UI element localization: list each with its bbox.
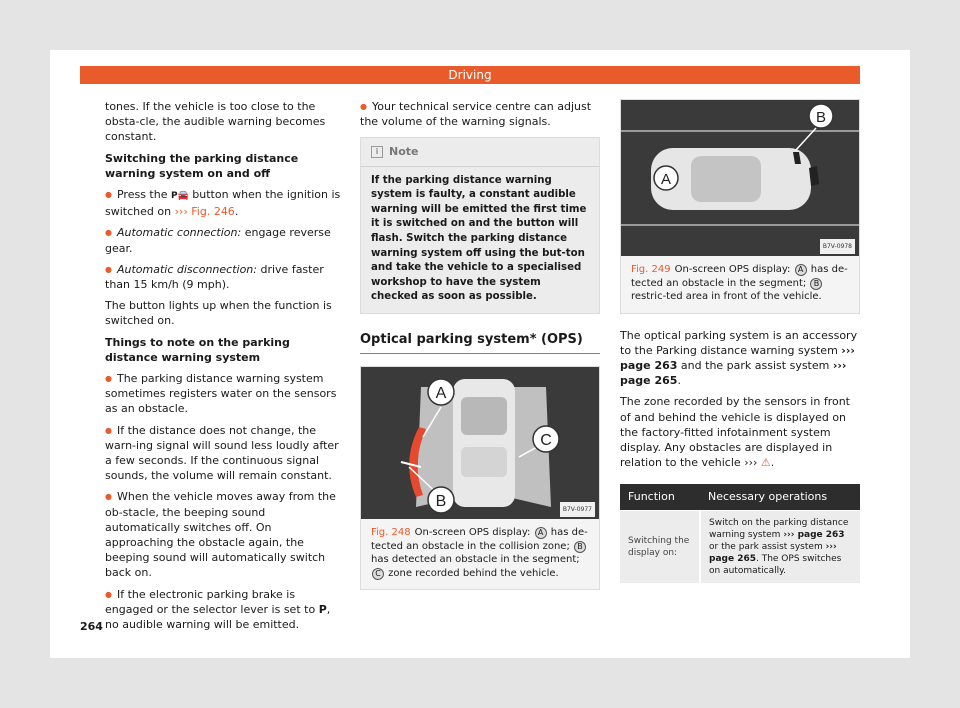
page-number: 264 [80,620,103,633]
ops-front-image [621,100,859,256]
warning-icon[interactable]: ⚠ [760,456,771,470]
intro-text: tones. If the vehicle is too close to the obsta-cle, the audible warning becomes constant. [105,100,326,144]
bullet-distance: ● If the distance does not change, the warn-ing signal will sound less loudly after a few seconds. If the continuous signal sounds, the volume will remain constant. [105,423,341,484]
column-3 [620,99,860,583]
column-2 [360,99,600,590]
zone-recorded-text: The zone recorded by the sensors in front of and behind the vehicle is displayed on the factory-fitted infotainment system display. Any obstacles are displayed in relation to the vehicle ››› ⚠. [620,395,850,470]
bullet-moves-away: ● When the vehicle moves away from the ob-stacle, the beeping sound automatically switches off. On approaching the obstacle again, the beeping sound will automatically switch back on. [105,489,341,580]
figure-249-caption: Fig. 249 On-screen OPS display: A has de-tected an obstacle in the segment; B restric-ted area in front of the vehicle. [631,264,848,302]
table-page-263-link[interactable]: ››› page 263 [783,529,845,540]
bullet-auto-disconnection: ● Automatic disconnection: drive faster than 15 km/h (9 mph). [105,262,341,292]
table-page-265-link[interactable]: ››› page 265 [709,541,837,564]
bullet-volume: ● Your technical service centre can adjust the volume of the warning signals. [360,99,600,129]
heading-things-to-note: Things to note on the parking distance warning system [105,335,290,364]
page-263-link[interactable]: ››› page 263 [620,343,855,372]
table-cell-function: Switching the display on: [620,510,700,583]
heading-switching: Switching the parking distance warning system on and off [105,151,299,180]
section-title-ops: Optical parking system* (OPS) [360,332,600,354]
fig-246-link[interactable]: ››› Fig. 246 [174,205,235,219]
note-body: If the parking distance warning system is faulty, a constant audible warning will be emitted the first time it is switched on and the button will flash. Switch the parking distance warning system off using the but-ton and take the vehicle to a specialised workshop to have the system checked as soon as possible. [371,174,587,303]
table-header-function: Function [620,484,700,510]
table-row [620,510,860,583]
bullet-water: ● The parking distance warning system sometimes registers water on the sensors as an obstacle. [105,371,341,417]
ops-accessory-text: The optical parking system is an accessory to the Parking distance warning system ››› page 263 and the park assist system ››› page 265. [620,328,858,388]
info-icon: i [371,146,383,158]
page-header: Driving [80,66,860,84]
figure-code: B7V-0978 [820,239,855,254]
figure-label-a: A [435,385,447,403]
bullet-press-button: ● Press the P🚘 button when the ignition is switched on ››› Fig. 246. [105,187,341,219]
note-header: i Note [361,138,599,166]
rear-car-illustration [361,367,599,519]
note-box [360,137,600,314]
bullet-parking-brake: ● If the electronic parking brake is engaged or the selector lever is set to P, no audible warning will be emitted. [105,587,341,633]
figure-label-b: B [435,493,447,511]
figure-248 [360,366,600,590]
page-265-link[interactable]: ››› page 265 [620,358,847,388]
column-1 [105,99,341,638]
figure-label-c: C [540,432,552,450]
table-header-row [620,484,860,510]
figure-248-caption: Fig. 248 On-screen OPS display: A has de-tected an obstacle in the collision zone; B has detected an obstacle in the segment; C zone recorded behind the vehicle. [371,527,588,579]
table-header-operations: Necessary operations [700,484,860,510]
parking-button-icon: P🚘 [170,191,189,202]
ops-function-table [620,484,860,582]
figure-249 [620,99,860,314]
figure-label-a: A [660,171,672,188]
figure-label-b: B [815,109,827,126]
table-cell-operation: Switch on the parking distance warning system ››› page 263 or the park assist system ››› page 265. The OPS switches on automatically. [700,510,860,583]
figure-code: B7V-0977 [560,502,595,517]
top-car-illustration [621,100,859,256]
button-lights-text: The button lights up when the function is switched on. [105,299,332,328]
ops-rear-image [361,367,599,519]
bullet-auto-connection: ● Automatic connection: engage reverse gear. [105,225,341,255]
